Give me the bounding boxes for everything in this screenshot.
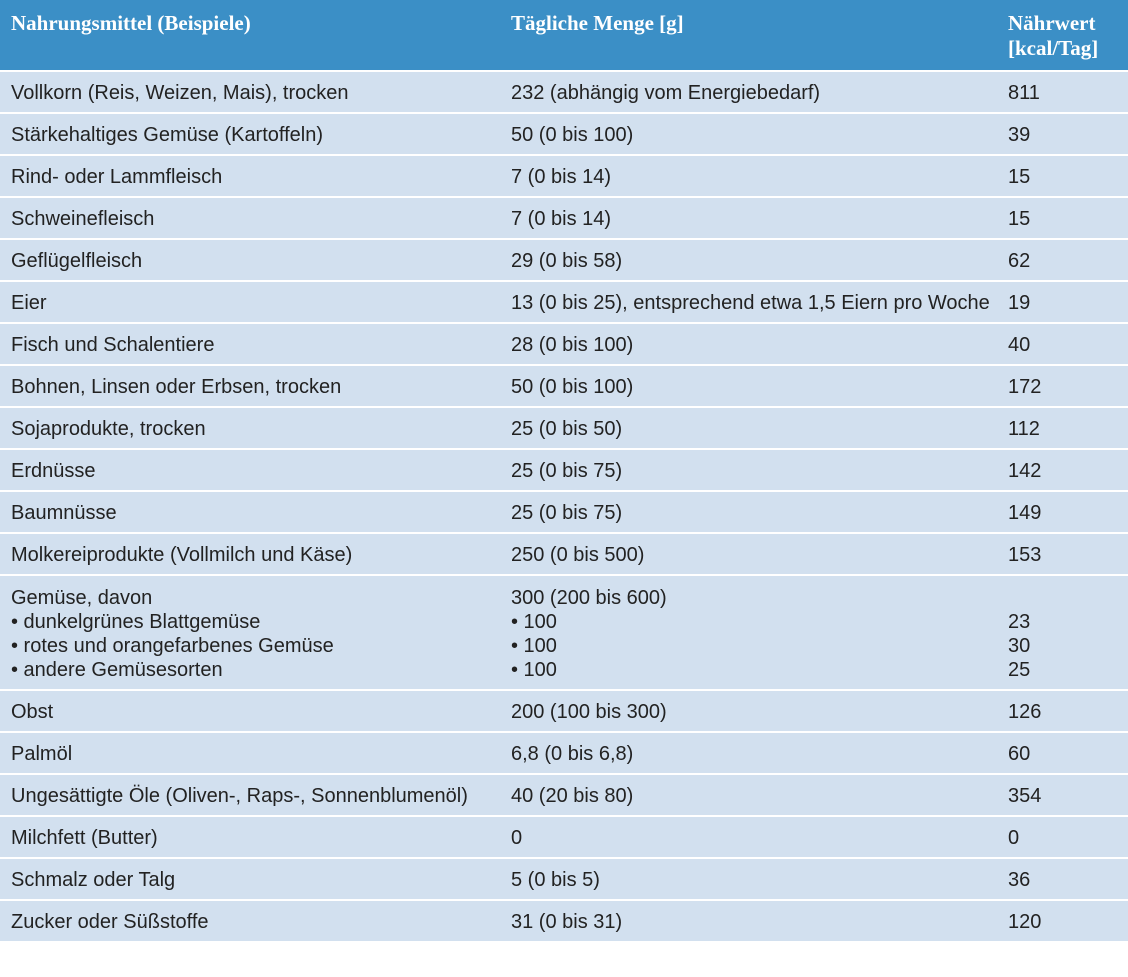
food-cell: Schweinefleisch xyxy=(11,208,155,230)
kcal-cell: 15 xyxy=(1008,166,1031,188)
table-row xyxy=(0,448,1128,490)
vegetables-heading: Gemüse, davon xyxy=(11,587,153,609)
table-row xyxy=(0,815,1128,857)
kcal-cell: 62 xyxy=(1008,250,1031,272)
kcal-cell xyxy=(1008,576,1128,689)
table-row xyxy=(0,196,1128,238)
kcal-cell: 126 xyxy=(1008,701,1042,723)
header-nutritional-value: Nährwert [kcal/Tag] xyxy=(1008,11,1099,60)
table-row xyxy=(0,154,1128,196)
food-cell: Fisch und Schalentiere xyxy=(11,334,215,356)
amount-cell: 31 (0 bis 31) xyxy=(511,911,623,933)
table-row xyxy=(0,112,1128,154)
food-cell: Obst xyxy=(11,701,54,723)
amount-cell: 28 (0 bis 100) xyxy=(511,334,634,356)
vegetables-subamount: • 100 xyxy=(511,635,557,657)
kcal-cell: 112 xyxy=(1008,418,1040,440)
vegetables-subitem: • rotes und orangefarbenes Gemüse xyxy=(11,635,334,657)
food-cell: Zucker oder Süßstoffe xyxy=(11,911,209,933)
food-cell: Baumnüsse xyxy=(11,502,117,524)
kcal-cell: 39 xyxy=(1008,124,1031,146)
food-cell: Vollkorn (Reis, Weizen, Mais), trocken xyxy=(11,82,349,104)
food-cell: Ungesättigte Öle (Oliven-, Raps-, Sonnenblumenöl) xyxy=(11,785,468,807)
amount-cell: 50 (0 bis 100) xyxy=(511,124,634,146)
table-row xyxy=(0,238,1128,280)
amount-cell: 7 (0 bis 14) xyxy=(511,166,612,188)
amount-cell: 7 (0 bis 14) xyxy=(511,208,612,230)
table-row xyxy=(0,899,1128,941)
kcal-cell: 153 xyxy=(1008,544,1042,566)
table-row xyxy=(0,70,1128,112)
vegetables-subkcal: 30 xyxy=(1008,635,1031,657)
vegetables-amount: 300 (200 bis 600) xyxy=(511,587,667,609)
food-cell: Eier xyxy=(11,292,47,314)
table-row xyxy=(0,490,1128,532)
table-row xyxy=(0,322,1128,364)
food-cell: Stärkehaltiges Gemüse (Kartoffeln) xyxy=(11,124,324,146)
kcal-cell: 120 xyxy=(1008,911,1042,933)
amount-cell: 5 (0 bis 5) xyxy=(511,869,600,891)
kcal-cell: 354 xyxy=(1008,785,1042,807)
amount-cell: 13 (0 bis 25), entsprechend etwa 1,5 Eiern pro Woche xyxy=(511,292,990,314)
food-cell: Geflügelfleisch xyxy=(11,250,143,272)
food-cell: Erdnüsse xyxy=(11,460,96,482)
amount-cell: 40 (20 bis 80) xyxy=(511,785,634,807)
food-cell xyxy=(0,576,511,689)
amount-cell: 200 (100 bis 300) xyxy=(511,701,667,723)
amount-cell: 250 (0 bis 500) xyxy=(511,544,645,566)
vegetables-subamount: • 100 xyxy=(511,659,557,681)
table-row xyxy=(0,364,1128,406)
vegetables-subkcal: 23 xyxy=(1008,611,1031,633)
food-cell: Schmalz oder Talg xyxy=(11,869,176,891)
amount-cell: 25 (0 bis 75) xyxy=(511,502,623,524)
kcal-cell: 36 xyxy=(1008,869,1031,891)
food-cell: Sojaprodukte, trocken xyxy=(11,418,206,440)
table-row xyxy=(0,857,1128,899)
amount-cell xyxy=(511,576,1008,689)
table-row xyxy=(0,689,1128,731)
header-food: Nahrungsmittel (Beispiele) xyxy=(11,11,251,35)
table-row-vegetables xyxy=(0,574,1128,689)
kcal-cell: 142 xyxy=(1008,460,1042,482)
vegetables-subitem: • dunkelgrünes Blattgemüse xyxy=(11,611,261,633)
food-cell: Bohnen, Linsen oder Erbsen, trocken xyxy=(11,376,342,398)
table-row xyxy=(0,532,1128,574)
kcal-cell: 40 xyxy=(1008,334,1031,356)
amount-cell: 29 (0 bis 58) xyxy=(511,250,623,272)
table-row xyxy=(0,406,1128,448)
amount-cell: 25 (0 bis 75) xyxy=(511,460,623,482)
table-row xyxy=(0,773,1128,815)
vegetables-kcal xyxy=(1008,586,1128,610)
food-cell: Milchfett (Butter) xyxy=(11,827,158,849)
amount-cell: 232 (abhängig vom Energiebedarf) xyxy=(511,82,821,104)
kcal-cell: 19 xyxy=(1008,292,1031,314)
vegetables-subitem: • andere Gemüsesorten xyxy=(11,659,223,681)
header-daily-amount: Tägliche Menge [g] xyxy=(511,11,684,35)
table-body-bottom xyxy=(0,689,1128,941)
amount-cell: 0 xyxy=(511,827,523,849)
amount-cell: 25 (0 bis 50) xyxy=(511,418,623,440)
food-cell: Palmöl xyxy=(11,743,73,765)
vegetables-subkcal: 25 xyxy=(1008,659,1031,681)
food-cell: Rind- oder Lammfleisch xyxy=(11,166,223,188)
amount-cell: 6,8 (0 bis 6,8) xyxy=(511,743,634,765)
kcal-cell: 15 xyxy=(1008,208,1031,230)
table-row xyxy=(0,280,1128,322)
table-body-top xyxy=(0,70,1128,574)
amount-cell: 50 (0 bis 100) xyxy=(511,376,634,398)
kcal-cell: 172 xyxy=(1008,376,1042,398)
kcal-cell: 149 xyxy=(1008,502,1042,524)
kcal-cell: 0 xyxy=(1008,827,1020,849)
food-cell: Molkereiprodukte (Vollmilch und Käse) xyxy=(11,544,353,566)
vegetables-subamount: • 100 xyxy=(511,611,557,633)
table-row xyxy=(0,731,1128,773)
table-header xyxy=(0,0,1128,70)
kcal-cell: 811 xyxy=(1008,82,1040,104)
kcal-cell: 60 xyxy=(1008,743,1031,765)
